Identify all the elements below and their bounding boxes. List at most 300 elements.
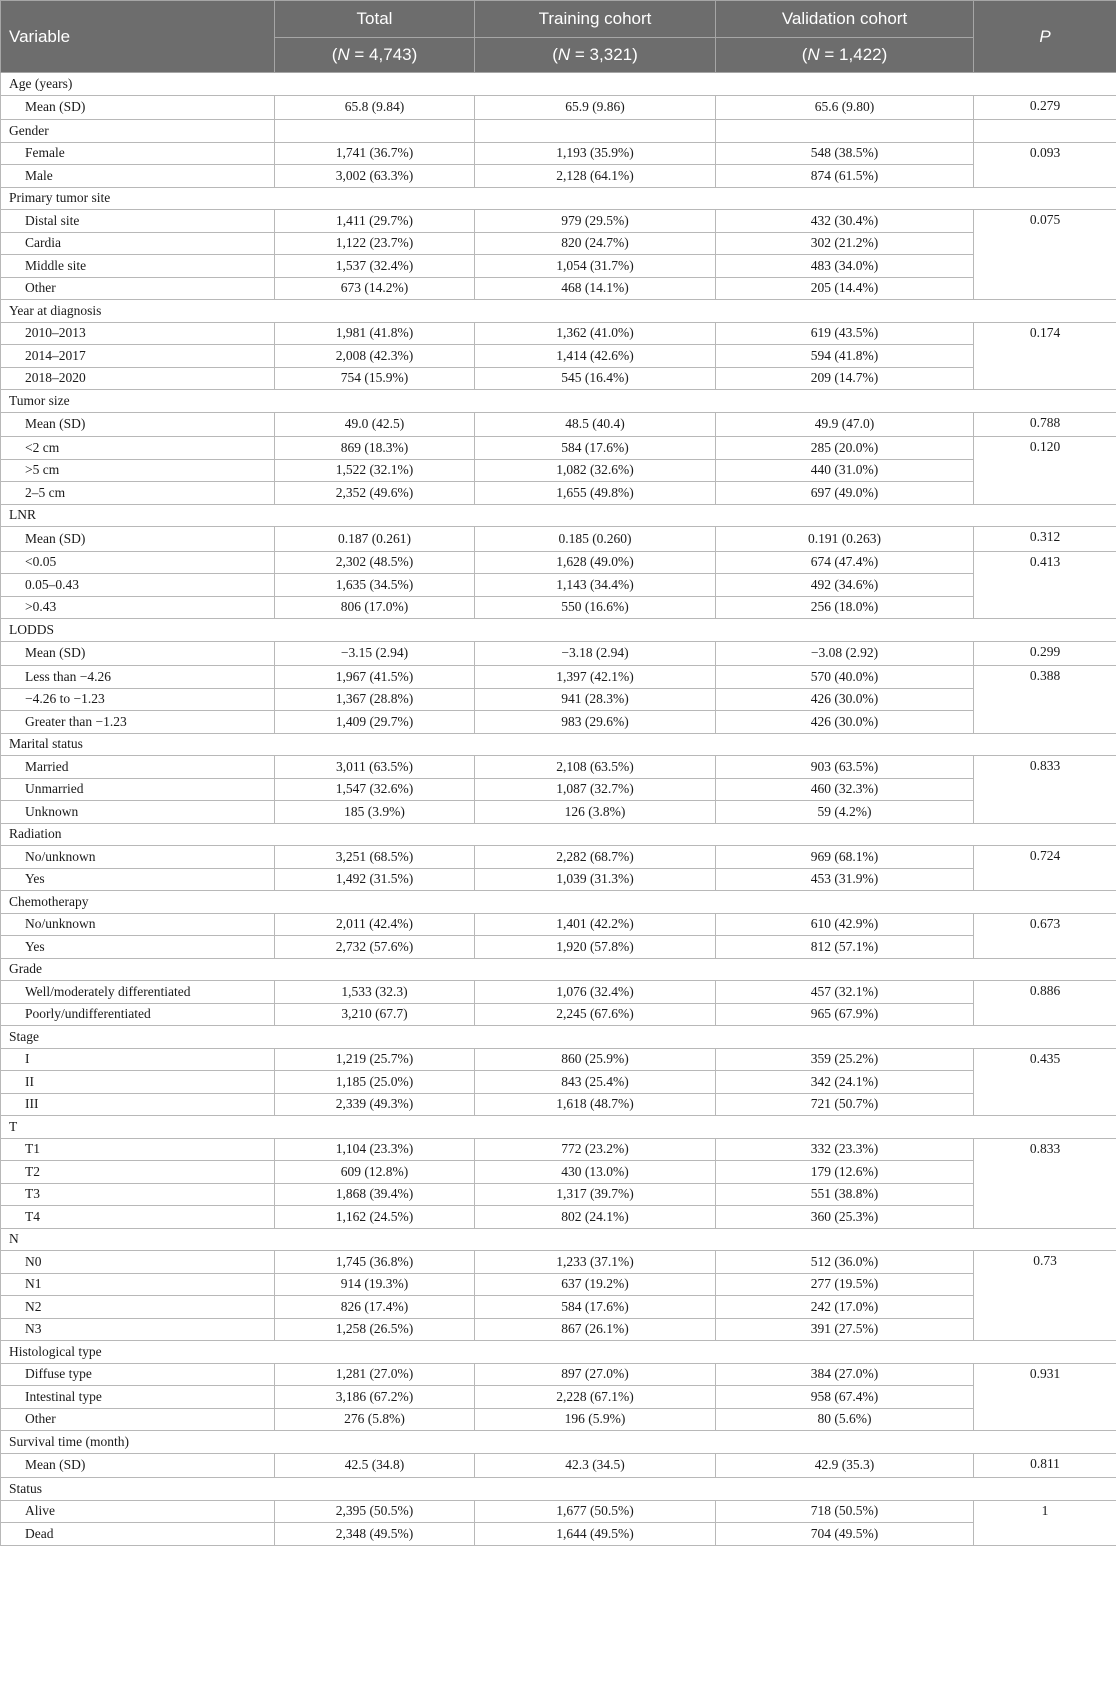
training-cell: 584 (17.6%): [475, 1296, 716, 1319]
training-cell: 1,317 (39.7%): [475, 1183, 716, 1206]
total-cell: −3.15 (2.94): [275, 641, 475, 666]
training-cell: 897 (27.0%): [475, 1363, 716, 1386]
total-cell: 1,409 (29.7%): [275, 711, 475, 734]
data-row: [1, 1138, 1116, 1161]
data-row: [1, 1048, 1116, 1071]
training-cell: 1,362 (41.0%): [475, 322, 716, 345]
data-row: [1, 482, 1116, 505]
training-cell: 48.5 (40.4): [475, 412, 716, 437]
validation-cell: 697 (49.0%): [716, 482, 974, 505]
training-cell: 1,655 (49.8%): [475, 482, 716, 505]
section-label: Radiation: [1, 823, 1116, 846]
section-label: Grade: [1, 958, 1116, 981]
total-cell: 3,002 (63.3%): [275, 165, 475, 188]
row-label: Greater than −1.23: [1, 711, 275, 734]
total-cell: 609 (12.8%): [275, 1161, 475, 1184]
section-row: [1, 891, 1116, 914]
section-label: Histological type: [1, 1341, 1116, 1364]
data-row: [1, 277, 1116, 300]
total-cell: 1,537 (32.4%): [275, 255, 475, 278]
data-row: [1, 95, 1116, 120]
data-row: [1, 255, 1116, 278]
row-label: N2: [1, 1296, 275, 1319]
validation-cell: 548 (38.5%): [716, 142, 974, 165]
section-row: [1, 1026, 1116, 1049]
section-row: [1, 619, 1116, 642]
row-label: 2010–2013: [1, 322, 275, 345]
total-cell: 1,547 (32.6%): [275, 778, 475, 801]
total-cell: 65.8 (9.84): [275, 95, 475, 120]
training-cell: 1,054 (31.7%): [475, 255, 716, 278]
total-cell: 1,219 (25.7%): [275, 1048, 475, 1071]
row-label: Mean (SD): [1, 527, 275, 552]
data-row: [1, 1071, 1116, 1094]
row-label: Diffuse type: [1, 1363, 275, 1386]
row-label: 2–5 cm: [1, 482, 275, 505]
validation-cell: 391 (27.5%): [716, 1318, 974, 1341]
training-cell: 126 (3.8%): [475, 801, 716, 824]
validation-cell: 551 (38.8%): [716, 1183, 974, 1206]
training-cell: 1,039 (31.3%): [475, 868, 716, 891]
section-row: [1, 504, 1116, 527]
n-symbol: N: [557, 45, 571, 64]
row-label: N3: [1, 1318, 275, 1341]
training-cell: 941 (28.3%): [475, 688, 716, 711]
total-cell: 1,981 (41.8%): [275, 322, 475, 345]
total-cell: 1,185 (25.0%): [275, 1071, 475, 1094]
validation-cell: −3.08 (2.92): [716, 641, 974, 666]
row-label: T4: [1, 1206, 275, 1229]
total-cell: 1,967 (41.5%): [275, 666, 475, 689]
row-label: Middle site: [1, 255, 275, 278]
p-value-cell: 0.299: [974, 641, 1116, 666]
total-cell: 673 (14.2%): [275, 277, 475, 300]
validation-cell: 965 (67.9%): [716, 1003, 974, 1026]
training-cell: 65.9 (9.86): [475, 95, 716, 120]
training-cell: 1,618 (48.7%): [475, 1093, 716, 1116]
p-value-cell: 0.788: [974, 412, 1116, 437]
p-value-cell: 0.174: [974, 322, 1116, 390]
row-label: No/unknown: [1, 913, 275, 936]
p-value-cell: 1: [974, 1500, 1116, 1545]
validation-cell: 80 (5.6%): [716, 1408, 974, 1431]
data-row: [1, 345, 1116, 368]
data-row: [1, 1251, 1116, 1274]
training-cell: 196 (5.9%): [475, 1408, 716, 1431]
total-cell: 1,745 (36.8%): [275, 1251, 475, 1274]
data-row: [1, 801, 1116, 824]
total-cell: 1,492 (31.5%): [275, 868, 475, 891]
section-label: LNR: [1, 504, 1116, 527]
total-cell: 914 (19.3%): [275, 1273, 475, 1296]
validation-cell: 49.9 (47.0): [716, 412, 974, 437]
validation-cell: 512 (36.0%): [716, 1251, 974, 1274]
data-row: [1, 1386, 1116, 1409]
total-cell: 754 (15.9%): [275, 367, 475, 390]
data-row: [1, 412, 1116, 437]
row-label: 0.05–0.43: [1, 574, 275, 597]
training-cell: 2,128 (64.1%): [475, 165, 716, 188]
row-label: II: [1, 1071, 275, 1094]
row-label: III: [1, 1093, 275, 1116]
data-row: [1, 1363, 1116, 1386]
data-row: [1, 322, 1116, 345]
row-label: Other: [1, 1408, 275, 1431]
section-row: [1, 73, 1116, 96]
row-label: >0.43: [1, 596, 275, 619]
total-cell: 2,011 (42.4%): [275, 913, 475, 936]
data-row: [1, 551, 1116, 574]
p-value-cell: 0.673: [974, 913, 1116, 958]
n-symbol: N: [807, 45, 820, 64]
total-cell: 1,367 (28.8%): [275, 688, 475, 711]
p-value-cell: 0.886: [974, 981, 1116, 1026]
row-label: Alive: [1, 1500, 275, 1523]
data-row: [1, 1003, 1116, 1026]
total-cell: 1,104 (23.3%): [275, 1138, 475, 1161]
training-cell: 1,920 (57.8%): [475, 936, 716, 959]
p-value-cell: 0.388: [974, 666, 1116, 734]
total-cell: 1,122 (23.7%): [275, 232, 475, 255]
p-value-cell: 0.075: [974, 210, 1116, 300]
data-row: [1, 1161, 1116, 1184]
header-training: Training cohort: [475, 1, 716, 38]
validation-cell: 958 (67.4%): [716, 1386, 974, 1409]
row-label: <2 cm: [1, 437, 275, 460]
validation-cell: 440 (31.0%): [716, 459, 974, 482]
total-cell: 42.5 (34.8): [275, 1453, 475, 1478]
validation-cell: 209 (14.7%): [716, 367, 974, 390]
data-row: [1, 666, 1116, 689]
data-row: [1, 1273, 1116, 1296]
section-row: [1, 300, 1116, 323]
data-row: [1, 210, 1116, 233]
total-cell: 1,162 (24.5%): [275, 1206, 475, 1229]
row-label: T3: [1, 1183, 275, 1206]
validation-cell: 426 (30.0%): [716, 711, 974, 734]
row-label: Yes: [1, 868, 275, 891]
total-cell: 49.0 (42.5): [275, 412, 475, 437]
validation-cell: 483 (34.0%): [716, 255, 974, 278]
data-row: [1, 1500, 1116, 1523]
data-row: [1, 1523, 1116, 1546]
p-value-cell: 0.279: [974, 95, 1116, 120]
training-cell: 979 (29.5%): [475, 210, 716, 233]
data-row: [1, 711, 1116, 734]
training-cell: 1,233 (37.1%): [475, 1251, 716, 1274]
training-cell: 1,143 (34.4%): [475, 574, 716, 597]
section-row: [1, 187, 1116, 210]
training-cell: 468 (14.1%): [475, 277, 716, 300]
training-cell: 584 (17.6%): [475, 437, 716, 460]
header-total-n: (N = 4,743): [275, 38, 475, 73]
validation-cell: 59 (4.2%): [716, 801, 974, 824]
data-row: [1, 232, 1116, 255]
row-label: Unknown: [1, 801, 275, 824]
section-row: [1, 733, 1116, 756]
total-cell: 806 (17.0%): [275, 596, 475, 619]
training-cell: 2,108 (63.5%): [475, 756, 716, 779]
row-label: Male: [1, 165, 275, 188]
row-label: Mean (SD): [1, 1453, 275, 1478]
total-cell: 3,011 (63.5%): [275, 756, 475, 779]
total-cell: 2,339 (49.3%): [275, 1093, 475, 1116]
p-value-cell: 0.73: [974, 1251, 1116, 1341]
validation-cell: 360 (25.3%): [716, 1206, 974, 1229]
row-label: T1: [1, 1138, 275, 1161]
data-row: [1, 688, 1116, 711]
data-row: [1, 165, 1116, 188]
section-row: [1, 1116, 1116, 1139]
training-cell: 843 (25.4%): [475, 1071, 716, 1094]
row-label: Distal site: [1, 210, 275, 233]
row-label: Married: [1, 756, 275, 779]
training-cell: 1,401 (42.2%): [475, 913, 716, 936]
validation-cell: 674 (47.4%): [716, 551, 974, 574]
data-row: [1, 1453, 1116, 1478]
section-label: Chemotherapy: [1, 891, 1116, 914]
total-cell: 869 (18.3%): [275, 437, 475, 460]
data-row: [1, 574, 1116, 597]
training-cell: 2,245 (67.6%): [475, 1003, 716, 1026]
section-row: [1, 1478, 1116, 1501]
validation-cell: 302 (21.2%): [716, 232, 974, 255]
training-cell: 1,082 (32.6%): [475, 459, 716, 482]
total-cell: 276 (5.8%): [275, 1408, 475, 1431]
p-value-cell: 0.093: [974, 142, 1116, 187]
total-cell: 826 (17.4%): [275, 1296, 475, 1319]
validation-cell: 457 (32.1%): [716, 981, 974, 1004]
data-row: [1, 1296, 1116, 1319]
row-label: N0: [1, 1251, 275, 1274]
data-row: [1, 1206, 1116, 1229]
p-value-cell: 0.833: [974, 756, 1116, 824]
validation-cell: 42.9 (35.3): [716, 1453, 974, 1478]
row-label: 2018–2020: [1, 367, 275, 390]
p-value-cell: 0.724: [974, 846, 1116, 891]
training-cell: 1,193 (35.9%): [475, 142, 716, 165]
training-cell: 42.3 (34.5): [475, 1453, 716, 1478]
validation-cell: 426 (30.0%): [716, 688, 974, 711]
section-label: Stage: [1, 1026, 1116, 1049]
row-label: I: [1, 1048, 275, 1071]
header-training-n: (N = 3,321): [475, 38, 716, 73]
row-label: No/unknown: [1, 846, 275, 869]
total-cell: 3,251 (68.5%): [275, 846, 475, 869]
section-label: T: [1, 1116, 1116, 1139]
p-value-cell: 0.435: [974, 1048, 1116, 1116]
row-label: Mean (SD): [1, 95, 275, 120]
training-cell: 1,076 (32.4%): [475, 981, 716, 1004]
validation-cell: 256 (18.0%): [716, 596, 974, 619]
data-row: [1, 1093, 1116, 1116]
section-label: Gender: [1, 120, 275, 143]
training-cell: 550 (16.6%): [475, 596, 716, 619]
validation-cell: 460 (32.3%): [716, 778, 974, 801]
training-cell: 867 (26.1%): [475, 1318, 716, 1341]
row-label: Mean (SD): [1, 412, 275, 437]
data-row: [1, 1408, 1116, 1431]
header-variable: Variable: [1, 1, 275, 73]
data-row: [1, 527, 1116, 552]
validation-cell: 205 (14.4%): [716, 277, 974, 300]
validation-cell: 594 (41.8%): [716, 345, 974, 368]
training-cell: 802 (24.1%): [475, 1206, 716, 1229]
total-cell: 3,186 (67.2%): [275, 1386, 475, 1409]
total-n-value: = 4,743): [349, 45, 418, 64]
training-cell: 1,397 (42.1%): [475, 666, 716, 689]
validation-cell: 342 (24.1%): [716, 1071, 974, 1094]
p-value-cell: 0.811: [974, 1453, 1116, 1478]
header-p-value: P: [974, 1, 1116, 73]
data-row: [1, 437, 1116, 460]
validation-cell: 359 (25.2%): [716, 1048, 974, 1071]
total-cell: 1,281 (27.0%): [275, 1363, 475, 1386]
total-cell: 1,533 (32.3): [275, 981, 475, 1004]
section-label: Status: [1, 1478, 1116, 1501]
total-cell: 2,395 (50.5%): [275, 1500, 475, 1523]
section-row: [1, 390, 1116, 413]
data-row: [1, 868, 1116, 891]
validation-cell: 570 (40.0%): [716, 666, 974, 689]
section-label: Age (years): [1, 73, 1116, 96]
section-row: [1, 958, 1116, 981]
training-cell: 2,228 (67.1%): [475, 1386, 716, 1409]
validation-cell: 0.191 (0.263): [716, 527, 974, 552]
p-value-cell: 0.413: [974, 551, 1116, 619]
total-cell: 1,635 (34.5%): [275, 574, 475, 597]
validation-cell: 332 (23.3%): [716, 1138, 974, 1161]
row-label: Intestinal type: [1, 1386, 275, 1409]
training-cell: 860 (25.9%): [475, 1048, 716, 1071]
validation-cell: 812 (57.1%): [716, 936, 974, 959]
section-row: [1, 1431, 1116, 1454]
validation-cell: 874 (61.5%): [716, 165, 974, 188]
total-cell: 1,868 (39.4%): [275, 1183, 475, 1206]
validation-cell: 285 (20.0%): [716, 437, 974, 460]
section-label: Year at diagnosis: [1, 300, 1116, 323]
row-label: N1: [1, 1273, 275, 1296]
total-cell: 1,258 (26.5%): [275, 1318, 475, 1341]
p-value-cell: 0.833: [974, 1138, 1116, 1228]
validation-cell: 704 (49.5%): [716, 1523, 974, 1546]
total-cell: 2,352 (49.6%): [275, 482, 475, 505]
validation-cell: 492 (34.6%): [716, 574, 974, 597]
section-label: Tumor size: [1, 390, 1116, 413]
total-cell: 1,741 (36.7%): [275, 142, 475, 165]
data-row: [1, 459, 1116, 482]
data-row: [1, 1183, 1116, 1206]
header-total: Total: [275, 1, 475, 38]
data-row: [1, 142, 1116, 165]
total-cell: 2,732 (57.6%): [275, 936, 475, 959]
training-cell: 1,677 (50.5%): [475, 1500, 716, 1523]
row-label: 2014–2017: [1, 345, 275, 368]
row-label: Unmarried: [1, 778, 275, 801]
validation-cell: 65.6 (9.80): [716, 95, 974, 120]
validation-cell: 969 (68.1%): [716, 846, 974, 869]
total-cell: 185 (3.9%): [275, 801, 475, 824]
section-row: [1, 1341, 1116, 1364]
training-cell: 983 (29.6%): [475, 711, 716, 734]
row-label: Dead: [1, 1523, 275, 1546]
empty-cell: [716, 120, 974, 143]
row-label: Poorly/undifferentiated: [1, 1003, 275, 1026]
training-cell: 1,644 (49.5%): [475, 1523, 716, 1546]
validation-cell: 179 (12.6%): [716, 1161, 974, 1184]
validation-cell: 610 (42.9%): [716, 913, 974, 936]
data-row: [1, 981, 1116, 1004]
validation-cell: 242 (17.0%): [716, 1296, 974, 1319]
header-row: [1, 1, 1116, 38]
total-cell: 1,411 (29.7%): [275, 210, 475, 233]
empty-cell: [974, 120, 1116, 143]
section-row: [1, 823, 1116, 846]
section-row: [1, 1228, 1116, 1251]
data-row: [1, 367, 1116, 390]
data-row: [1, 778, 1116, 801]
training-cell: 772 (23.2%): [475, 1138, 716, 1161]
validation-cell: 453 (31.9%): [716, 868, 974, 891]
data-row: [1, 913, 1116, 936]
n-symbol: N: [337, 45, 350, 64]
data-row: [1, 1318, 1116, 1341]
training-cell: 1,628 (49.0%): [475, 551, 716, 574]
row-label: Yes: [1, 936, 275, 959]
p-value-cell: 0.312: [974, 527, 1116, 552]
p-value-cell: 0.931: [974, 1363, 1116, 1431]
p-value-cell: 0.120: [974, 437, 1116, 505]
total-cell: 0.187 (0.261): [275, 527, 475, 552]
total-cell: 2,348 (49.5%): [275, 1523, 475, 1546]
data-row: [1, 596, 1116, 619]
training-cell: 0.185 (0.260): [475, 527, 716, 552]
section-row: [1, 120, 1116, 143]
training-n-value: = 3,321): [570, 45, 638, 64]
header-validation: Validation cohort: [716, 1, 974, 38]
training-cell: 2,282 (68.7%): [475, 846, 716, 869]
data-row: [1, 756, 1116, 779]
empty-cell: [475, 120, 716, 143]
row-label: Less than −4.26: [1, 666, 275, 689]
total-cell: 2,302 (48.5%): [275, 551, 475, 574]
table-body: [1, 73, 1116, 1546]
row-label: Well/moderately differentiated: [1, 981, 275, 1004]
total-cell: 2,008 (42.3%): [275, 345, 475, 368]
training-cell: 637 (19.2%): [475, 1273, 716, 1296]
training-cell: 545 (16.4%): [475, 367, 716, 390]
total-cell: 3,210 (67.7): [275, 1003, 475, 1026]
data-row: [1, 936, 1116, 959]
data-row: [1, 846, 1116, 869]
data-row: [1, 641, 1116, 666]
row-label: T2: [1, 1161, 275, 1184]
row-label: Other: [1, 277, 275, 300]
validation-cell: 721 (50.7%): [716, 1093, 974, 1116]
validation-n-value: = 1,422): [819, 45, 888, 64]
validation-cell: 718 (50.5%): [716, 1500, 974, 1523]
validation-cell: 432 (30.4%): [716, 210, 974, 233]
row-label: −4.26 to −1.23: [1, 688, 275, 711]
row-label: Mean (SD): [1, 641, 275, 666]
validation-cell: 384 (27.0%): [716, 1363, 974, 1386]
training-cell: −3.18 (2.94): [475, 641, 716, 666]
empty-cell: [275, 120, 475, 143]
training-cell: 1,087 (32.7%): [475, 778, 716, 801]
section-label: LODDS: [1, 619, 1116, 642]
validation-cell: 277 (19.5%): [716, 1273, 974, 1296]
validation-cell: 903 (63.5%): [716, 756, 974, 779]
